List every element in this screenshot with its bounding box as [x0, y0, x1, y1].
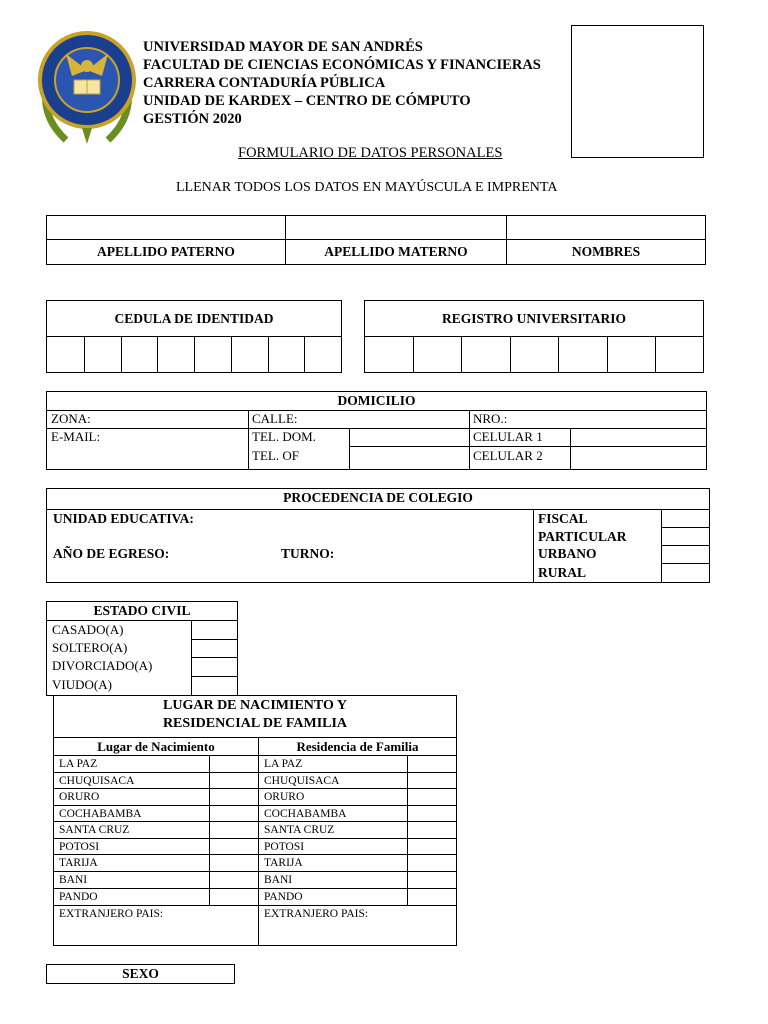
urbano-checkbox[interactable] [662, 546, 709, 563]
tel-dom-input[interactable] [350, 429, 468, 446]
nac-extranjero[interactable]: EXTRANJERO PAIS: [59, 908, 164, 920]
option-urbano: URBANO [538, 546, 597, 561]
casado-label: CASADO(A) [52, 622, 124, 637]
res-potosi: POTOSI [264, 841, 305, 853]
apellido-materno-label: APELLIDO MATERNO [324, 244, 468, 259]
names-table [46, 215, 706, 265]
career-name: CARRERA CONTADURÍA PÚBLICA [143, 75, 386, 91]
form-title: FORMULARIO DE DATOS PERSONALES [238, 145, 503, 161]
res-bani: BANI [264, 874, 293, 886]
nac-pando: PANDO [59, 891, 98, 903]
turno-field[interactable]: TURNO: [281, 546, 335, 561]
photo-box[interactable] [571, 25, 704, 158]
casado-checkbox[interactable] [192, 621, 237, 639]
colegio-table [46, 488, 710, 583]
lugar-table [53, 695, 457, 946]
faculty-name: FACULTAD DE CIENCIAS ECONÓMICAS Y FINANCIERAS [143, 57, 541, 73]
nac-chuquisaca: CHUQUISACA [59, 775, 135, 787]
nac-oruro: ORURO [59, 791, 100, 803]
estado-civil-table [46, 601, 238, 696]
unit-name: UNIDAD DE KARDEX – CENTRO DE CÓMPUTO [143, 93, 471, 109]
celular1-label: CELULAR 1 [473, 429, 543, 444]
res-extranjero[interactable]: EXTRANJERO PAIS: [264, 908, 369, 920]
colegio-title: PROCEDENCIA DE COLEGIO [283, 490, 473, 505]
col-lugar-nacimiento: Lugar de Nacimiento [97, 739, 215, 754]
sexo-table [46, 964, 235, 984]
sexo-title: SEXO [122, 966, 159, 981]
lugar-title-1: LUGAR DE NACIMIENTO Y [163, 698, 347, 713]
tel-dom-label: TEL. DOM. [252, 429, 316, 444]
domicilio-title: DOMICILIO [337, 393, 416, 408]
rural-checkbox[interactable] [662, 564, 709, 582]
email-field[interactable]: E-MAIL: [51, 429, 101, 444]
domicilio-table [46, 391, 707, 470]
fiscal-checkbox[interactable] [662, 510, 709, 527]
col-residencia-familia: Residencia de Familia [296, 739, 419, 754]
estado-civil-title: ESTADO CIVIL [93, 603, 191, 618]
ru-table [364, 300, 704, 373]
celular1-input[interactable] [571, 429, 705, 446]
nac-santa-cruz: SANTA CRUZ [59, 824, 130, 836]
nombres-input[interactable] [507, 216, 705, 239]
university-name: UNIVERSIDAD MAYOR DE SAN ANDRÉS [143, 39, 423, 55]
ci-label: CEDULA DE IDENTIDAD [114, 311, 274, 326]
res-chuquisaca: CHUQUISACA [264, 775, 340, 787]
apellido-materno-input[interactable] [286, 216, 506, 239]
divorciado-checkbox[interactable] [192, 658, 237, 676]
ru-digit-cells[interactable] [365, 337, 703, 372]
res-santa-cruz: SANTA CRUZ [264, 824, 335, 836]
divorciado-label: DIVORCIADO(A) [52, 658, 153, 673]
viudo-checkbox[interactable] [192, 677, 237, 695]
ci-table [46, 300, 342, 373]
university-seal [36, 18, 138, 150]
lugar-title-2: RESIDENCIAL DE FAMILIA [162, 716, 348, 731]
res-pando: PANDO [264, 891, 303, 903]
ru-label: REGISTRO UNIVERSITARIO [442, 311, 626, 326]
nac-cochabamba: COCHABAMBA [59, 808, 142, 820]
res-la-paz: LA PAZ [264, 758, 303, 770]
calle-field[interactable]: CALLE: [252, 411, 298, 426]
nac-tarija: TARIJA [59, 857, 98, 869]
management-year: GESTIÓN 2020 [143, 111, 242, 127]
apellido-paterno-label: APELLIDO PATERNO [97, 244, 235, 259]
res-cochabamba: COCHABAMBA [264, 808, 347, 820]
nro-field[interactable]: NRO.: [473, 411, 508, 426]
celular2-input[interactable] [571, 447, 705, 469]
soltero-label: SOLTERO(A) [52, 640, 128, 655]
anio-egreso-field[interactable]: AÑO DE EGRESO: [53, 546, 170, 561]
unidad-educativa-field[interactable]: UNIDAD EDUCATIVA: [53, 511, 194, 526]
option-fiscal: FISCAL [538, 511, 588, 526]
zona-field[interactable]: ZONA: [51, 411, 91, 426]
res-oruro: ORURO [264, 791, 305, 803]
res-tarija: TARIJA [264, 857, 303, 869]
nac-potosi: POTOSI [59, 841, 100, 853]
viudo-label: VIUDO(A) [52, 677, 112, 692]
option-rural: RURAL [538, 565, 587, 580]
nombres-label: NOMBRES [571, 244, 641, 259]
tel-of-label: TEL. OF [252, 448, 299, 463]
celular2-label: CELULAR 2 [473, 448, 543, 463]
nac-la-paz: LA PAZ [59, 758, 98, 770]
nac-bani: BANI [59, 874, 88, 886]
apellido-paterno-input[interactable] [47, 216, 285, 239]
soltero-checkbox[interactable] [192, 640, 237, 657]
institution-header [143, 38, 541, 128]
option-particular: PARTICULAR [538, 529, 627, 544]
particular-checkbox[interactable] [662, 528, 709, 545]
tel-of-input[interactable] [350, 447, 468, 469]
form-instruction: LLENAR TODOS LOS DATOS EN MAYÚSCULA E IMPRENTA [176, 180, 558, 195]
ci-digit-cells[interactable] [47, 337, 341, 372]
